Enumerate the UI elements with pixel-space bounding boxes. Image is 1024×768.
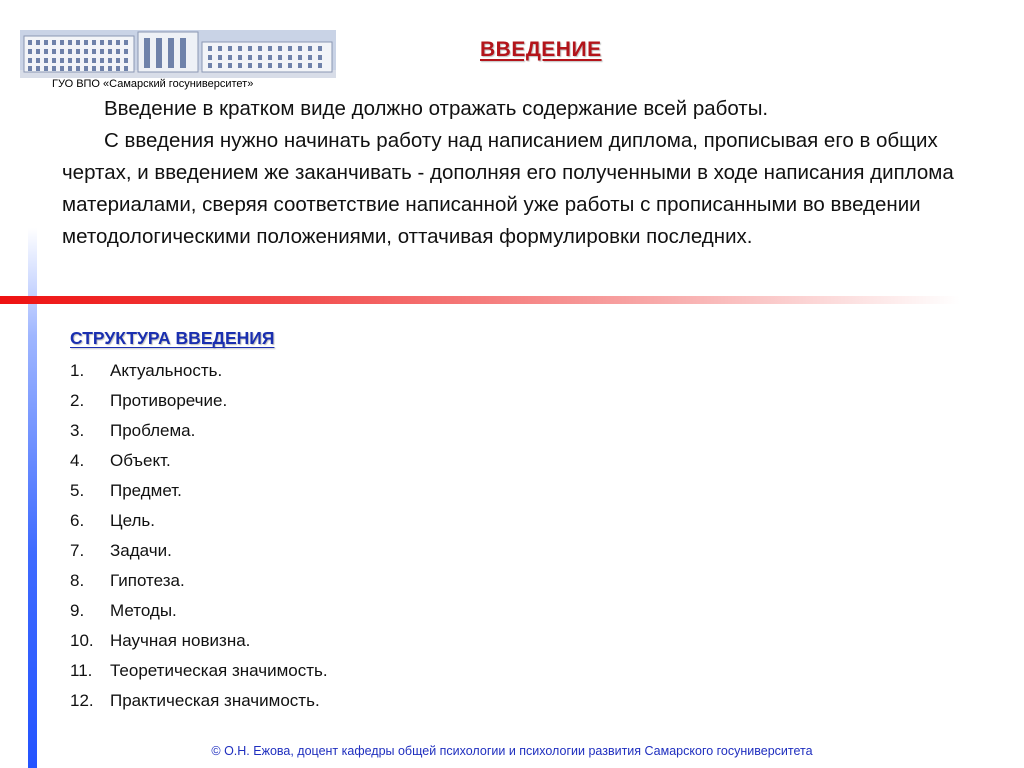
list-item-number: 1.: [70, 361, 85, 380]
list-item: [70, 686, 328, 716]
list-item-number: 4.: [70, 451, 85, 470]
list-item-number: 5.: [70, 481, 85, 500]
list-item-text: Проблема.: [110, 421, 196, 440]
list-item-text: Предмет.: [110, 481, 182, 500]
red-divider-line: [0, 296, 960, 304]
list-item-text: Теоретическая значимость.: [110, 661, 328, 680]
list-item-text: Объект.: [110, 451, 171, 470]
list-item: [70, 626, 328, 656]
list-item: [70, 416, 328, 446]
list-item: [70, 536, 328, 566]
list-item-text: Цель.: [110, 511, 155, 530]
structure-list: [70, 356, 328, 716]
list-item-number: 11.: [70, 661, 93, 680]
list-item: [70, 596, 328, 626]
list-item-text: Актуальность.: [110, 361, 223, 380]
structure-heading: СТРУКТУРА ВВЕДЕНИЯ: [70, 328, 275, 348]
intro-text: [62, 93, 1012, 253]
list-item: [70, 356, 328, 386]
list-item-text: Задачи.: [110, 541, 172, 560]
list-item-number: 2.: [70, 391, 85, 410]
left-decor-bar: [28, 228, 37, 768]
university-building-icon: [20, 30, 336, 78]
list-item-number: 12.: [70, 691, 94, 710]
list-item: [70, 656, 328, 686]
intro-paragraph: Введение в кратком виде должно отражать содержание всей работы.: [104, 97, 769, 120]
list-item: [70, 446, 328, 476]
list-item-text: Практическая значимость.: [110, 691, 320, 710]
list-item: [70, 476, 328, 506]
organization-name: ГУО ВПО «Самарский госуниверситет»: [52, 78, 254, 90]
list-item: [70, 506, 328, 536]
footer-copyright: © О.Н. Ежова, доцент кафедры общей психологии и психологии развития Самарского госуниверситета: [211, 744, 813, 758]
list-item-text: Научная новизна.: [110, 631, 251, 650]
intro-paragraph: С введения нужно начинать работу над написанием диплома, прописывая его в общих чертах, и введением же заканчивать - дополняя его полученными в ходе написания диплома материалами, сверяя соответствие написанной уже работы с прописанными во введении методологическими положениями, оттачивая формулировки последних.: [62, 129, 954, 248]
list-item-text: Гипотеза.: [110, 571, 185, 590]
list-item-number: 6.: [70, 511, 85, 530]
list-item-number: 10.: [70, 631, 94, 650]
page-title: ВВЕДЕНИЕ: [480, 38, 602, 61]
list-item-number: 8.: [70, 571, 85, 590]
list-item-number: 9.: [70, 601, 85, 620]
list-item-text: Противоречие.: [110, 391, 228, 410]
list-item-number: 7.: [70, 541, 85, 560]
list-item-text: Методы.: [110, 601, 177, 620]
list-item: [70, 386, 328, 416]
list-item: [70, 566, 328, 596]
list-item-number: 3.: [70, 421, 85, 440]
